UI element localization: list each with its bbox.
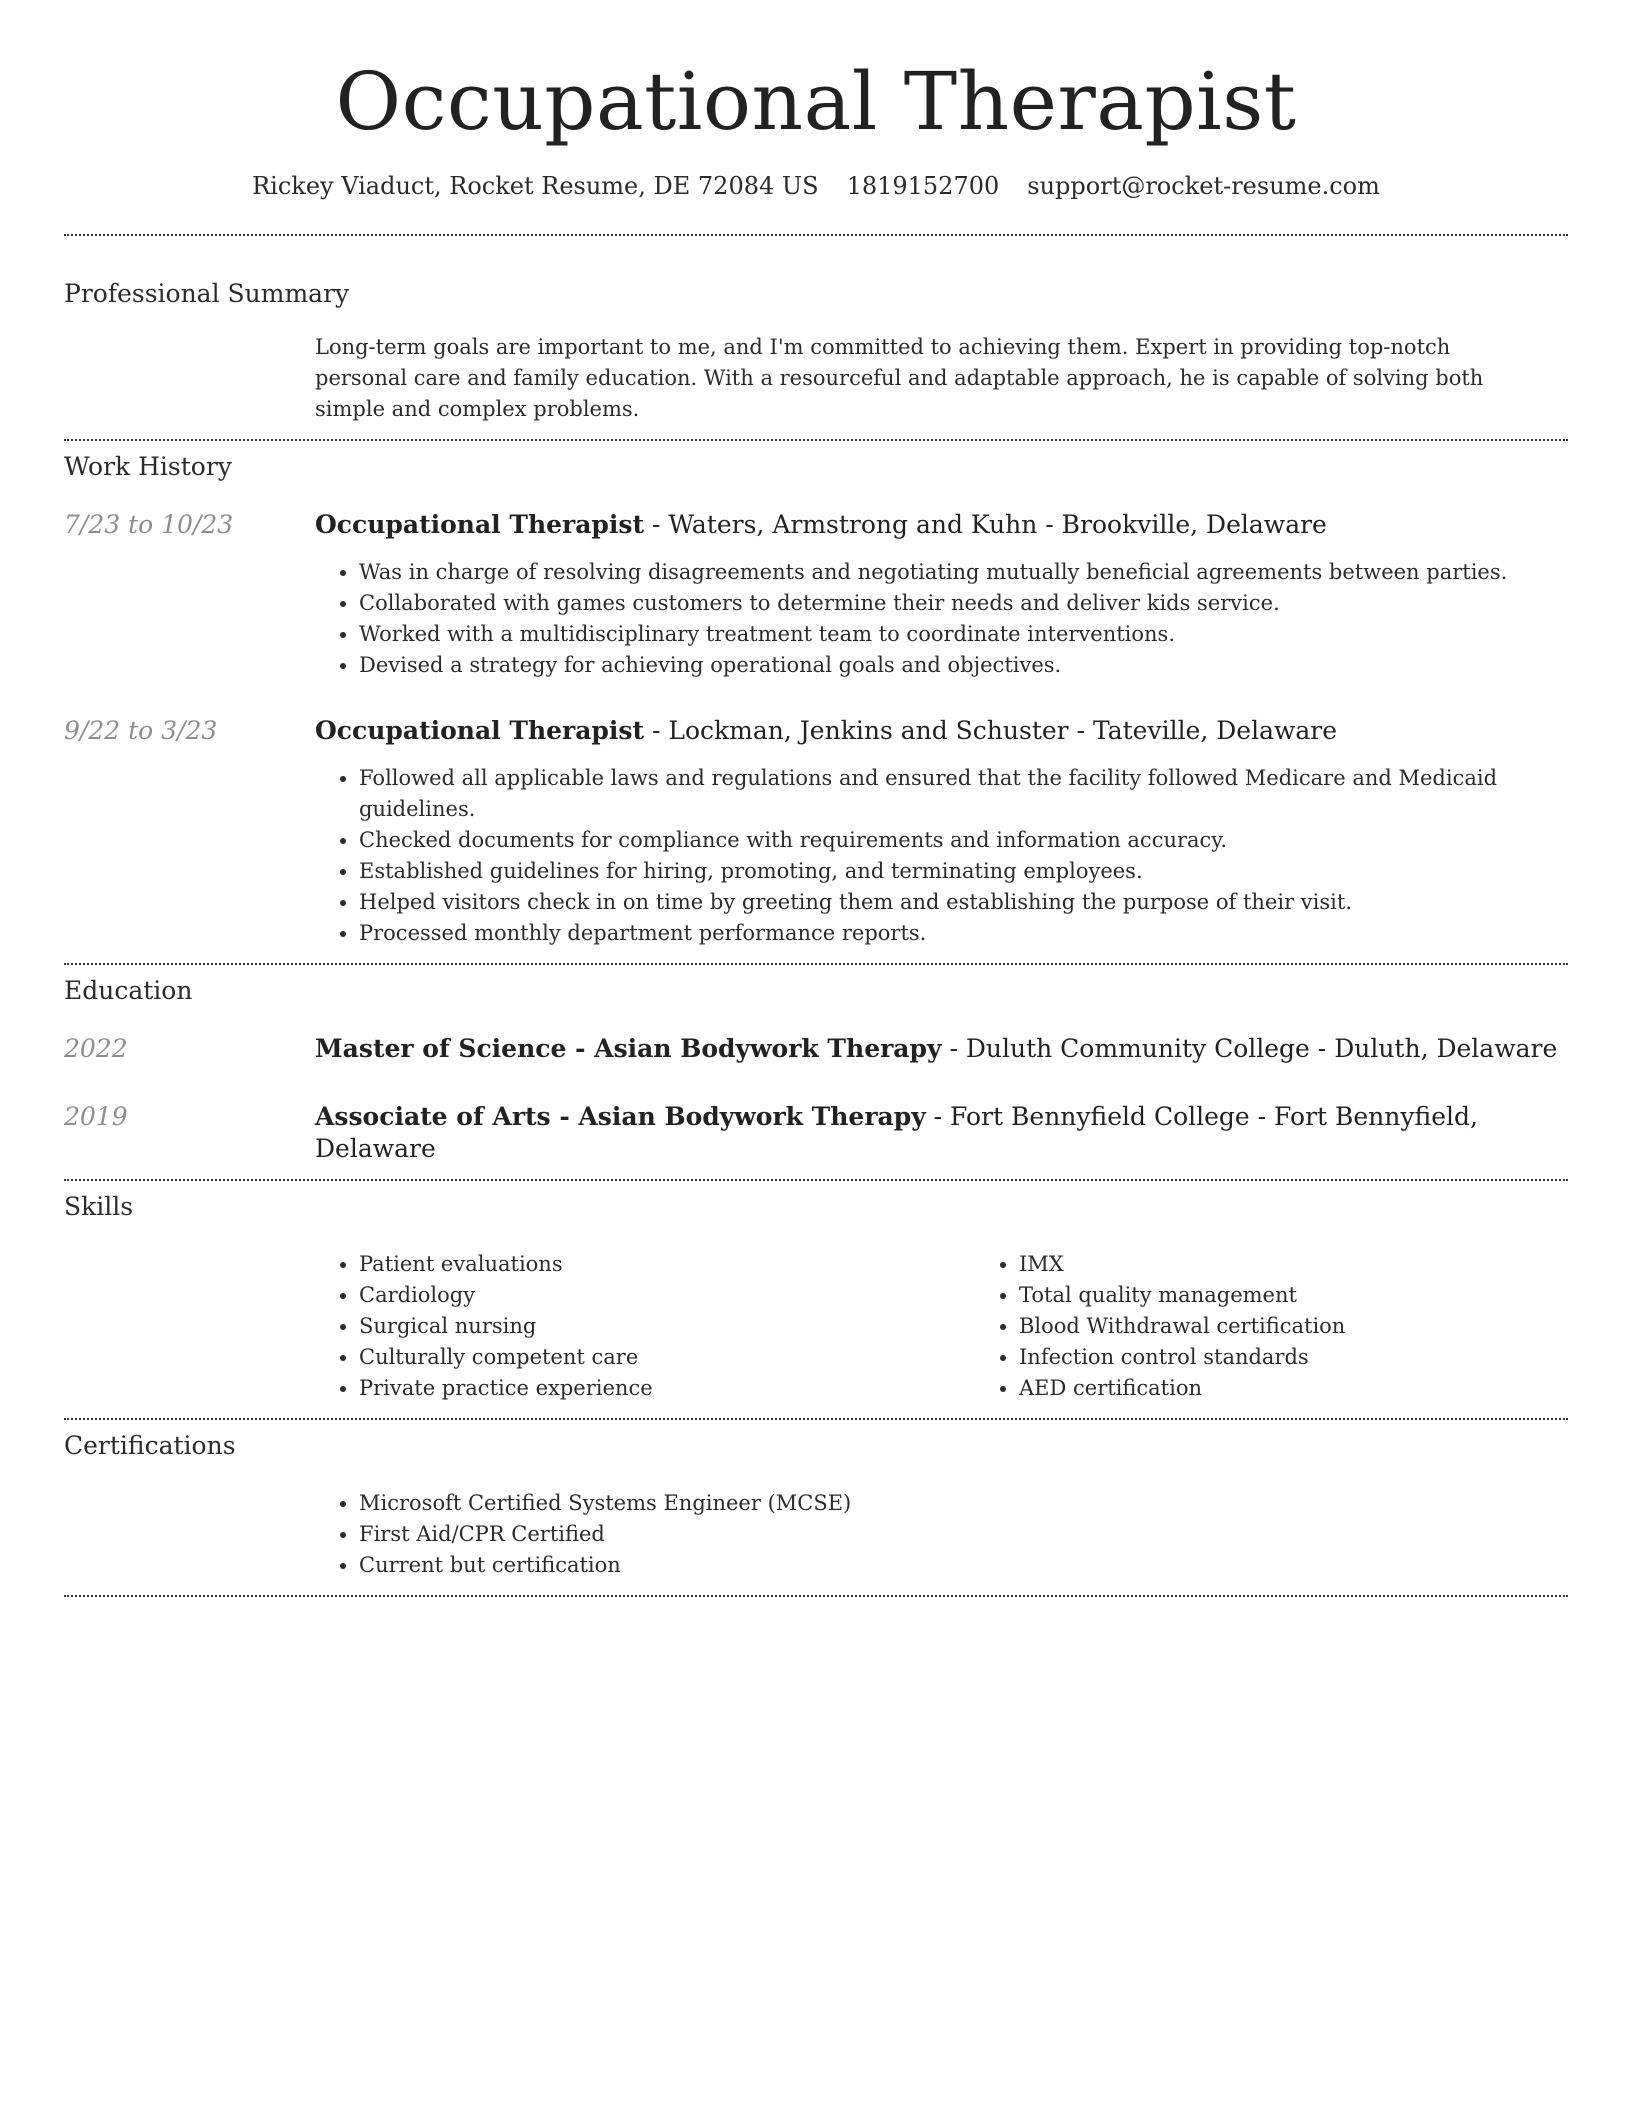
list-item: • Established guidelines for hiring, promoting, and terminating employees. bbox=[359, 856, 1568, 887]
list-item: • First Aid/CPR Certified bbox=[359, 1519, 1568, 1550]
education-degree: Master of Science - Asian Bodywork Therapy bbox=[315, 1034, 942, 1063]
education-year: 2019 bbox=[64, 1102, 128, 1131]
job-employer: - Lockman, Jenkins and Schuster - Tateville, Delaware bbox=[644, 716, 1338, 745]
education-year: 2022 bbox=[64, 1034, 128, 1063]
job-entry bbox=[64, 509, 1568, 681]
job-title bbox=[315, 715, 1568, 747]
job-position: Occupational Therapist bbox=[315, 716, 645, 745]
skills-list-left bbox=[315, 1249, 975, 1404]
education-title bbox=[315, 1033, 1568, 1065]
job-position: Occupational Therapist bbox=[315, 510, 645, 539]
job-title bbox=[315, 509, 1568, 541]
list-item: • Patient evaluations bbox=[359, 1249, 975, 1280]
resume-name: Occupational Therapist bbox=[335, 55, 1297, 148]
list-item: • Helped visitors check in on time by greeting them and establishing the purpose of their visit. bbox=[359, 887, 1568, 918]
summary-section bbox=[64, 236, 1568, 425]
job-bullets bbox=[315, 763, 1568, 949]
education-heading: Education bbox=[64, 976, 193, 1005]
list-item: • Infection control standards bbox=[1019, 1342, 1632, 1373]
education-entry bbox=[64, 1033, 1568, 1065]
education-school: - Fort Bennyfield College - Fort Bennyfield, Delaware bbox=[315, 1102, 1478, 1163]
skills-list-right bbox=[975, 1249, 1632, 1404]
list-item: • AED certification bbox=[1019, 1373, 1632, 1404]
work-history-heading: Work History bbox=[64, 452, 232, 481]
skills-heading: Skills bbox=[64, 1192, 134, 1221]
certifications-section bbox=[64, 1420, 1568, 1581]
education-section bbox=[64, 965, 1568, 1165]
job-dates: 7/23 to 10/23 bbox=[64, 510, 234, 539]
list-item: • Devised a strategy for achieving operational goals and objectives. bbox=[359, 650, 1568, 681]
education-entry bbox=[64, 1101, 1568, 1165]
education-school: - Duluth Community College - Duluth, Delaware bbox=[941, 1034, 1558, 1063]
list-item: • Worked with a multidisciplinary treatment team to coordinate interventions. bbox=[359, 619, 1568, 650]
contact-address: Rickey Viaduct, Rocket Resume, DE 72084 US bbox=[252, 172, 819, 200]
job-entry bbox=[64, 715, 1568, 949]
list-item: • Was in charge of resolving disagreements and negotiating mutually beneficial agreements between parties. bbox=[359, 557, 1568, 588]
skills-section bbox=[64, 1181, 1568, 1404]
list-item: • Culturally competent care bbox=[359, 1342, 975, 1373]
list-item: • Checked documents for compliance with requirements and information accuracy. bbox=[359, 825, 1568, 856]
certifications-list bbox=[315, 1488, 1568, 1581]
list-item: • Processed monthly department performance reports. bbox=[359, 918, 1568, 949]
list-item: • Followed all applicable laws and regulations and ensured that the facility followed Medicare and Medicaid guidelines. bbox=[359, 763, 1568, 825]
list-item: • Current but certification bbox=[359, 1550, 1568, 1581]
list-item: • IMX bbox=[1019, 1249, 1632, 1280]
job-employer: - Waters, Armstrong and Kuhn - Brookville, Delaware bbox=[644, 510, 1327, 539]
list-item: • Total quality management bbox=[1019, 1280, 1632, 1311]
list-item: • Microsoft Certified Systems Engineer (MCSE) bbox=[359, 1488, 1568, 1519]
list-item: • Surgical nursing bbox=[359, 1311, 975, 1342]
job-dates: 9/22 to 3/23 bbox=[64, 716, 218, 745]
list-item: • Cardiology bbox=[359, 1280, 975, 1311]
summary-text: Long-term goals are important to me, and I'm committed to achieving them. Expert in providing top-notch personal care and family education. With a resourceful and adaptable approach, he is capable of solving both simple and complex problems. bbox=[315, 335, 1484, 421]
skills-grid bbox=[315, 1249, 1568, 1404]
education-title bbox=[315, 1101, 1568, 1165]
job-bullets bbox=[315, 557, 1568, 681]
contact-info bbox=[64, 170, 1568, 202]
contact-email: support@rocket-resume.com bbox=[1027, 172, 1380, 200]
list-item: • Private practice experience bbox=[359, 1373, 975, 1404]
contact-phone: 1819152700 bbox=[846, 172, 1000, 200]
list-item: • Collaborated with games customers to determine their needs and deliver kids service. bbox=[359, 588, 1568, 619]
resume-page bbox=[64, 0, 1568, 1597]
summary-heading: Professional Summary bbox=[64, 279, 350, 308]
education-degree: Associate of Arts - Asian Bodywork Therapy bbox=[315, 1102, 926, 1131]
work-history-section bbox=[64, 441, 1568, 949]
certifications-heading: Certifications bbox=[64, 1431, 236, 1460]
divider bbox=[64, 1595, 1568, 1597]
list-item: • Blood Withdrawal certification bbox=[1019, 1311, 1632, 1342]
